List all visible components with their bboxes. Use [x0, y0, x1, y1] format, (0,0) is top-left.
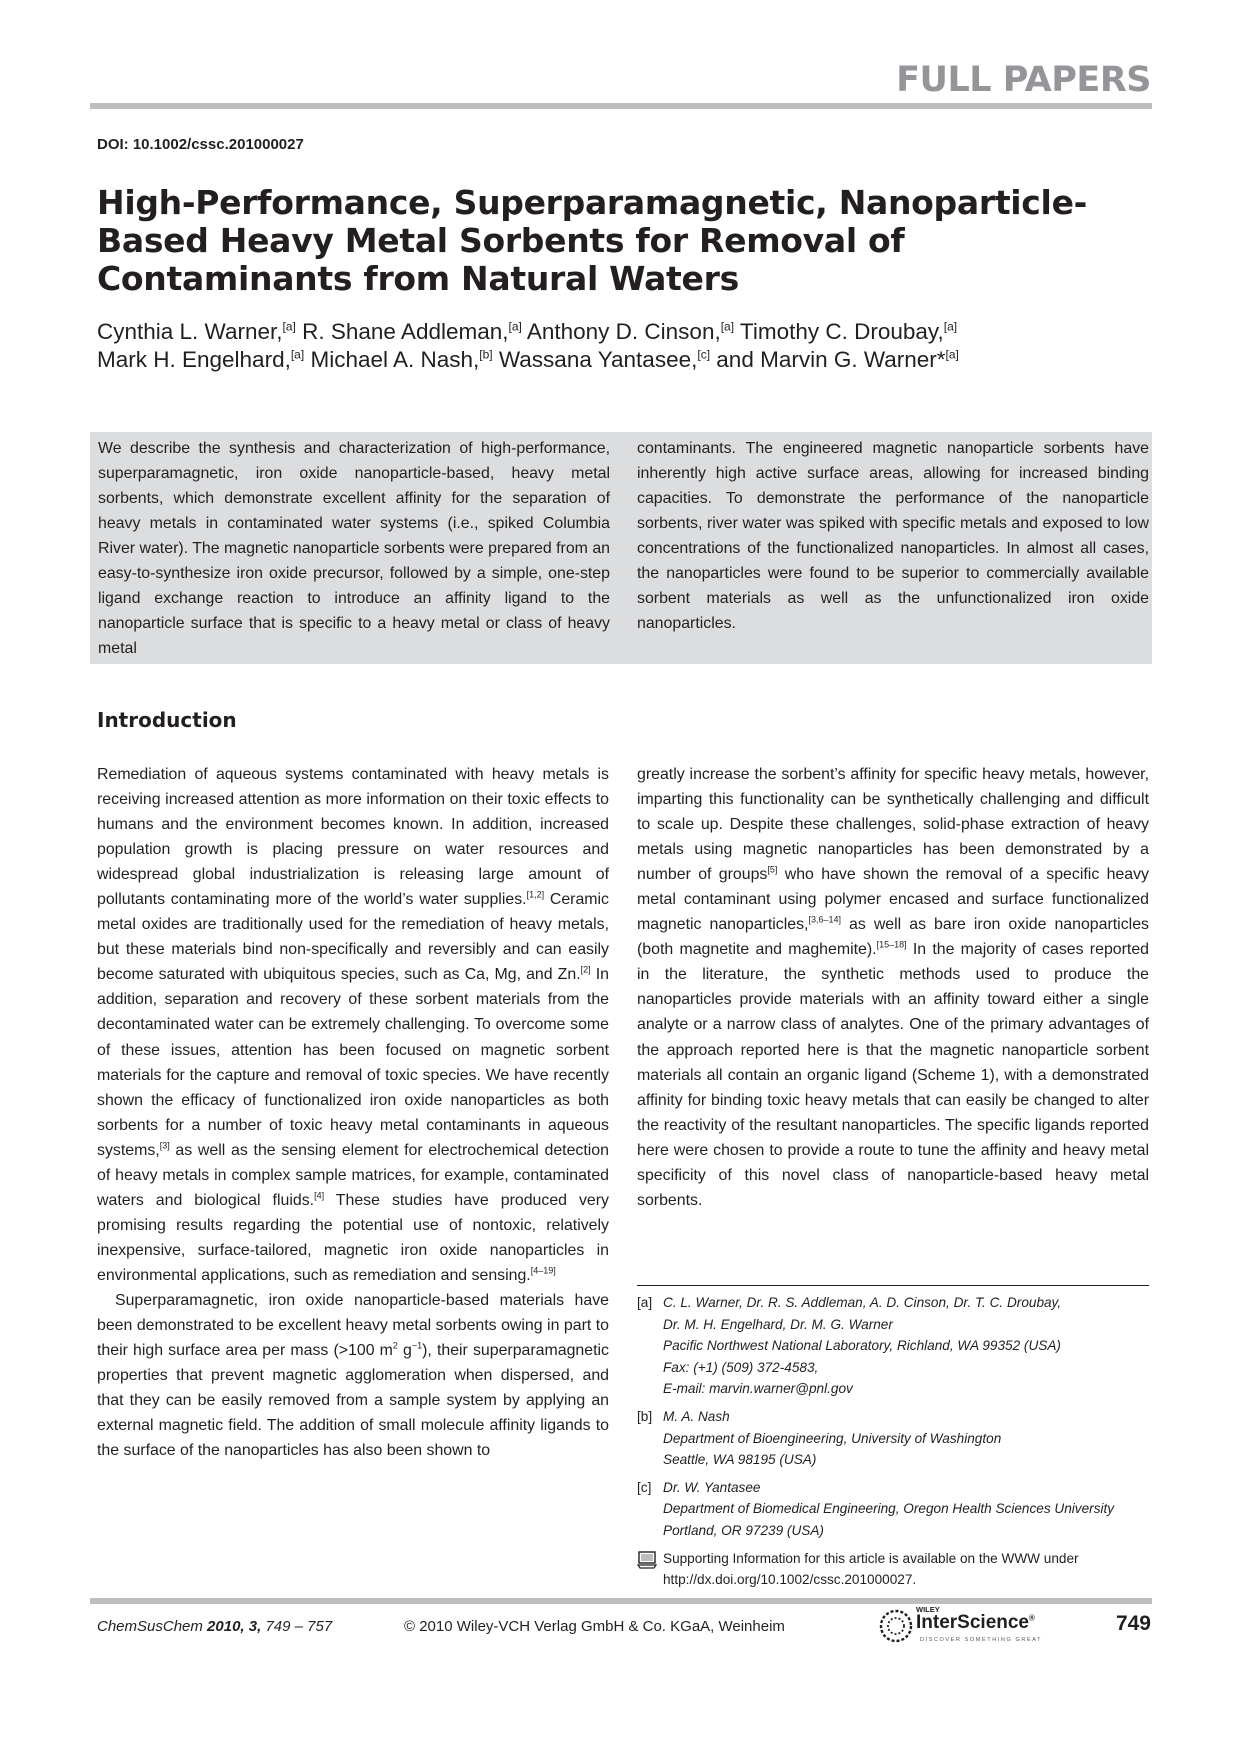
author: Anthony D. Cinson,[a] [526, 319, 735, 344]
footnote-b: [b] M. A. Nash Department of Bioengineering, University of Washington Seattle, WA 98195 (USA) [637, 1408, 1002, 1468]
interscience-logo: WILEY InterScience® DISCOVER SOMETHING GREAT [876, 1604, 1056, 1654]
author: Cynthia L. Warner,[a] [97, 319, 296, 344]
article-title: High-Performance, Superparamagnetic, Nanoparticle-Based Heavy Metal Sorbents for Removal of Contaminants from Natural Waters [97, 183, 1088, 298]
author: Michael A. Nash,[b] [310, 347, 493, 372]
author-list [97, 318, 1157, 374]
body-left-column [97, 762, 609, 1463]
body-right-column [637, 762, 1149, 1213]
doi: DOI: 10.1002/cssc.201000027 [97, 136, 304, 153]
author: Wassana Yantasee,[c] [498, 347, 711, 372]
computer-icon [637, 1550, 657, 1570]
supporting-information-note: Supporting Information for this article is available on the WWW under http://dx.doi.org/10.1002/cssc.201000027. [637, 1548, 1157, 1591]
introduction-heading: Introduction [97, 708, 237, 732]
intro-paragraph-1: Remediation of aqueous systems contaminated with heavy metals is receiving increased attention as more information on their toxic effects to humans and the environment becomes known. In addition, increased population growth is placing pressure on water resources and widespread global industrialization is releasing large amount of pollutants contaminating more of the world’s water supplies.[1,2] Ceramic metal oxides are traditionally used for the remediation of heavy metals, but these materials bind non-specifically and reversibly and can easily become saturated with ubiquitous species, such as Ca, Mg, and Zn.[2] In addition, separation and recovery of these sorbent materials from the decontaminated water can be extremely challenging. To overcome some of these issues, attention has been focused on magnetic sorbent materials for the capture and removal of toxic species. We have recently shown the efficacy of functionalized iron oxide nanoparticles as both sorbents for a number of toxic heavy metal contaminants in aqueous systems,[3] as well as the sensing element for electrochemical detection of heavy metals in complex sample matrices, for example, contaminated waters and biological fluids.[4] These studies have produced very promising results regarding the potential use of nontoxic, relatively inexpensive, surface-tailored, magnetic iron oxide nanoparticles in environmental applications, such as remediation and sensing.[4–19] [97, 766, 610, 1284]
abstract-box [90, 432, 1152, 664]
abstract-right-column: contaminants. The engineered magnetic nanoparticle sorbents have inherently high active surface areas, allowing for increased binding capacities. To demonstrate the performance of the nanoparticle sorbents, river water was spiked with specific metals and exposed to low concentrations of the functionalized nanoparticles. In almost all cases, the nanoparticles were found to be superior to commercially available sorbent materials as well as the unfunctionalized iron oxide nanoparticles. [637, 440, 1149, 632]
logo-emblem-icon [876, 1604, 916, 1648]
affiliation-footnotes [637, 1292, 1157, 1591]
abstract-left-column: We describe the synthesis and characterization of high-performance, superparamagnetic, iron oxide nanoparticle-based, heavy metal sorbents, which demonstrate excellent affinity for the separation of heavy metals in contaminated water systems (i.e., spiked Columbia River water). The magnetic nanoparticle sorbents were prepared from an easy-to-synthesize iron oxide precursor, followed by a simple, one-step ligand exchange reaction to introduce an affinity ligand to the nanoparticle surface that is specific to a heavy metal or class of heavy metal [98, 440, 610, 657]
footnote-a: [a] C. L. Warner, Dr. R. S. Addleman, A. D. Cinson, Dr. T. C. Droubay, Dr. M. H. Engelhard, Dr. M. G. Warner Pacific Northwest National Laboratory, Richland, WA 99352 (USA) Fax: (+1) (509) 372-4583, E-mail: marvin.warner@pnl.gov [637, 1295, 1062, 1397]
author: R. Shane Addleman,[a] [302, 319, 522, 344]
footnote-rule [637, 1285, 1149, 1286]
author: and Marvin G. Warner*[a] [716, 347, 959, 372]
author: Mark H. Engelhard,[a] [97, 347, 305, 372]
copyright: © 2010 Wiley-VCH Verlag GmbH & Co. KGaA, Weinheim [404, 1618, 785, 1635]
journal-citation: ChemSusChem 2010, 3, 749 – 757 [97, 1618, 333, 1635]
footnote-c: [c] Dr. W. Yantasee Department of Biomedical Engineering, Oregon Health Sciences University Portland, OR 97239 (USA) [637, 1479, 1115, 1538]
intro-paragraph-2: Superparamagnetic, iron oxide nanoparticle-based materials have been demonstrated to be excellent heavy metal sorbents owing in part to their high surface area per mass (>100 $m^2$ $g^{-1}$), their superparamagnetic properties that prevent magnetic agglomeration when dispersed, and that they can be easily removed from a sample system by applying an external magnetic field. The addition of small molecule affinity ligands to the surface of the nanoparticles has also been shown to [97, 1291, 609, 1460]
author: Timothy C. Droubay,[a] [739, 319, 958, 344]
intro-paragraph-3: greatly increase the sorbent’s affinity for specific heavy metals, however, imparting this functionality can be synthetically challenging and difficult to scale up. Despite these challenges, solid-phase extraction of heavy metals using magnetic nanoparticles has been demonstrated by a number of groups[5] who have shown the removal of a specific heavy metal contaminant using polymer encased and surface functionalized magnetic nanoparticles,[3,6–14] as well as bare iron oxide nanoparticles (both magnetite and maghemite).[15–18] In the majority of cases reported in the literature, the synthetic methods used to produce the nanoparticles provide materials with an affinity toward either a single analyte or a narrow class of analytes. One of the primary advantages of the approach reported here is that the magnetic nanoparticle sorbent materials all contain an organic ligand (Scheme 1), with a demonstrated affinity for binding toxic heavy metals that can easily be changed to alter the reactivity of the resultant nanoparticles. The specific ligands reported here were chosen to provide a route to tune the affinity and heavy metal specificity of this novel class of nanoparticle-based heavy metal sorbents. [637, 766, 1149, 1209]
supporting-info-link[interactable]: http://dx.doi.org/10.1002/cssc.201000027. [663, 1572, 917, 1588]
page-number: 749 [1115, 1612, 1151, 1635]
section-label: FULL PAPERS [896, 60, 1151, 100]
top-rule [90, 103, 1152, 109]
